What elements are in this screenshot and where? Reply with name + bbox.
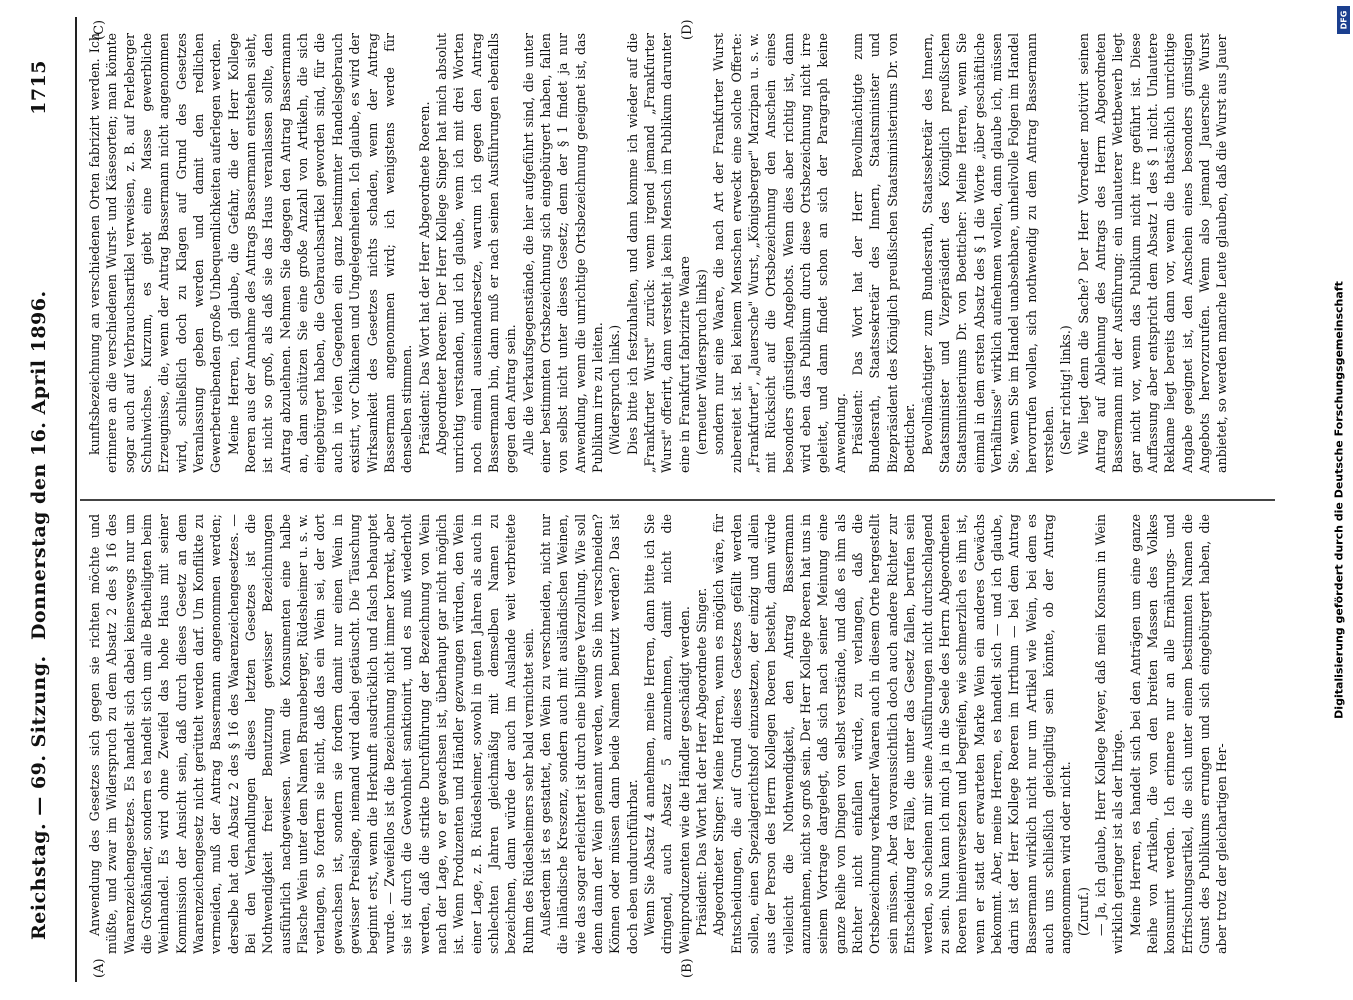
right-paragraph: Präsident: Das Wort hat der Herr Abgeordnete Roeren.: [416, 101, 432, 455]
right-paragraph: Wie liegt denn die Sache? Der Herr Vorredner motivirt seinen Antrag auf Ablehnung des Antrags des Herrn Abgeordneten Bassermann mit der Ausführung: ein unlauterer Wettbewerb liegt gar nicht vor, wenn das Publikum nicht irre geführt ist. Diese Auffassung aber entspricht dem Absatz 1 des § 1 nicht. Unlautere Reklame liegt bereits dann vor, wenn die thatsächlich unrichtige Angabe geeignet ist, den Anschein eines besonders günstigen Angebots hervorzurufen. Wenn also jemand Jauersche Wurst anbietet, so werden manche Leute glauben, daß die Wurst aus Jauer: [1075, 33, 1230, 473]
margin-mark-a: (A): [92, 958, 107, 978]
left-paragraph: Anwendung des Gesetzes sich gegen sie richten möchte und müßte, und zwar im Widerspruch zu dem Absatz 2 des § 16 des Waarenzeichengesetzes. Es handelt sich dabei keineswegs nur um die Großhändler, sondern es handelt sich um alle Betheiligten beim Weinhandel. Es wird ohne Zweifel das hohe Haus mit seiner Kommission der Ansicht sein, daß durch dieses Gesetz an dem Waarenzeichengesetz nicht gerüttelt werden darf. Um Konflikte zu vermeiden, muß der Antrag Bassermann angenommen werden; derselbe hat den Absatz 2 des § 16 des Waarenzeichengesetzes. — Bei den Verhandlungen dieses letzten Gesetzes ist die Nothwendigkeit freier Benutzung gewisser Bezeichnungen ausführlich nachgewiesen. Wenn die Konsumenten eine halbe Flasche Wein unter dem Namen Brauneberger, Rüdesheimer u. s. w. verlangen, so fordern sie nicht, daß das ein Wein sei, der dort gewachsen ist, sondern sie fordern damit nur einen Wein in gewisser Preislage, niemand wird dabei getäuscht. Die Täuschung beginnt erst, wenn die Herkunft ausdrücklich und falsch behauptet wurde. — Zweifellos ist die Bezeichnung nicht immer korrekt, aber sie ist durch die Gewohnheit sanktionirt, und es muß wiederholt werden, daß die strikte Durchführung der Bezeichnung von Wein nach der Lage, wo er gewachsen ist, überhaupt gar nicht möglich ist. Wenn Produzenten und Händler gezwungen würden, den Wein einer Lage, z. B. Rüdesheimer, sowohl in guten Jahren als auch in schlechten Jahren gleichmäßig mit demselben Namen zu bezeichnen, dann würde der auch im Auslande weit verbreitete Ruhm des Rüdesheimers sehr bald vernichtet sein.: [87, 514, 536, 954]
left-text-column: [86, 514, 1276, 954]
column-divider: [80, 500, 1275, 502]
running-head-date: Donnerstag den 16. April 1896.: [28, 290, 50, 640]
margin-mark-d: (D): [680, 19, 695, 40]
left-paragraph: Außerdem ist es gestattet, den Wein zu verschneiden, nicht nur die inländische Kreszenz, sondern auch mit ausländischen Weinen, wie das sogar erleichtert ist durch eine billigere Verzollung. Wie soll denn dann der Wein genannt werden, wenn Sie ihn verschneiden? Können oder müssen dann beide Namen benutzt werden? Das ist doch eben undurchführbar.: [537, 514, 640, 954]
right-paragraph: (Sehr richtig! links.): [1058, 325, 1074, 455]
right-paragraph: (erneuter Widerspruch links): [694, 269, 710, 455]
header-rule: [75, 17, 77, 982]
page-number: 1715: [28, 60, 50, 115]
right-text-column: [86, 33, 1276, 473]
right-paragraph: Meine Herren, ich glaube, die Gefahr, die der Herr Kollege Roeren aus der Annahme des Antrags Bassermann entstehen sieht, ist nicht so groß, als daß sie das Haus veranlassen sollte, den Antrag abzulehnen. Nehmen Sie dagegen den Antrag Bassermann an, dann schützen Sie eine große Anzahl von Artikeln, die sich eingebürgert haben, die Gebrauchsartikel geworden sind, für die auch in vielen Gegenden ein ganz bestimmter Handelsgebrauch existirt, vor Chikanen und Ungelegenheiten. Ich glaube, es wird der Wirksamkeit des Gesetzes nichts schaden, wenn der Antrag Bassermann angenommen wird; ich wenigstens werde für denselben stimmen.: [225, 33, 415, 473]
left-paragraph: Wenn Sie Absatz 4 annehmen, meine Herren, dann bitte ich Sie dringend, auch Absatz 5 anzunehmen, damit nicht die Weinproduzenten wie die Händler geschädigt werden.: [642, 514, 692, 954]
right-paragraph: kunftsbezeichnung an verschiedenen Orten fabrizirt werden. Ich erinnere an die verschiedenen Wurst- und Käsesorten; man könnte sogar auch auf Verbrauchsartikel verweisen, z. B. auf Perleberger Schuhwichse. Kurzum, es giebt eine Masse gewerbliche Erzeugnisse, die, wenn der Antrag Bassermann nicht angenommen wird, schließlich doch zu Klagen auf Grund des Gesetzes Veranlassung geben werden und damit den redlichen Gewerbetreibenden große Unbequemlichkeiten auferlegen werden.: [87, 33, 224, 473]
digitization-note: [1327, 2, 1351, 998]
left-paragraph: — Ja, ich glaube, Herr Kollege Meyer, daß mein Konsum in Wein wirklich geringer ist als der Ihrige.: [1092, 514, 1126, 954]
digitization-note-text: Digitalisierung gefördert durch die Deutsche Forschungsgemeinschaft: [1332, 281, 1346, 719]
right-paragraph: Abgeordneter Roeren: Der Herr Kollege Singer hat mich absolut unrichtig verstanden, und ich glaube, wenn ich mit drei Worten noch einmal auseinandersetze, warum ich gegen den Antrag Bassermann bin, dann muß er nach seinen Ausführungen ebenfalls gegen den Antrag sein.: [433, 33, 519, 473]
right-paragraph: Bevollmächtigter zum Bundesrath, Staatssekretär des Innern, Staatsminister und Vizepräsident des Königlich preußischen Staatsministeriums Dr. von Boetticher: Meine Herren, wenn Sie einmal in dem ersten Absatz des § 1 die Worte „über geschäftliche Verhältnisse" wirklich aufnehmen wollen, dann glaube ich, müssen Sie, wenn Sie im Handel unabsehbare, unheilvolle Folgen im Handel hervorrufen wollen, sich nothwendig zu dem Antrag Bassermann verstehen.: [919, 33, 1056, 473]
left-paragraph: Abgeordneter Singer: Meine Herren, wenn es möglich wäre, für Entscheidungen, die auf Grund dieses Gesetzes gefällt werden sollen, einen Spezialgerichtshof einzusetzen, der einzig und allein aus der Person des Herrn Kollegen Roeren besteht, dann würde vielleicht die Nothwendigkeit, den Antrag Bassermann anzunehmen, nicht so groß sein. Der Herr Kollege Roeren hat uns in seinem Vortrage dargelegt, daß sich nach seiner Meinung eine ganze Reihe von Dingen von selbst verstände, und daß es ihm als Richter nicht einfallen würde, zu verlangen, daß die Ortsbezeichnung verkaufter Waaren auch in diesem Orte hergestellt sein müssen. Aber da voraussichtlich doch auch andere Richter zur Entscheidung der Fälle, die unter das Gesetz fallen, berufen sein werden, so scheinen mir seine Ausführungen nicht durchschlagend zu sein. Nun kann ich mich ja in die Seele des Herrn Abgeordneten Roeren hineinversetzen und begreifen, wie schmerzlich es ihm ist, wenn er statt der erwarteten Marke Wein ein anderes Gewächs bekommt. Aber, meine Herren, es handelt sich — und ich glaube, darin ist der Herr Kollege Roeren im Irrthum — bei dem Antrag Bassermann wirklich nicht nur um Artikel wie Wein, bei dem es auch uns schließlich gleichgiltig sein könnte, ob der Antrag angenommen wird oder nicht.: [711, 514, 1074, 954]
right-paragraph: (Widerspruch links.): [607, 324, 623, 455]
running-head-left: Reichstag. — 69. Sitzung.: [28, 655, 50, 940]
running-head: [28, 60, 68, 940]
left-paragraph: Meine Herren, es handelt sich bei den Anträgen um eine ganze Reihe von Artikeln, die von den breiten Massen des Volkes konsumirt werden. Ich erinnere nur an alle Ernährungs- und Erfrischungsartikel, die sich unter einem bestimmten Namen die Gunst des Publikums errungen und sich eingebürgert haben, die aber trotz der gleichartigen Her-: [1127, 514, 1230, 954]
left-paragraph: (Zuruf.): [1075, 886, 1091, 936]
right-paragraph: Alle die Verkaufsgegenstände, die hier aufgeführt sind, die unter einer bestimmten Ortsbezeichnung sich eingebürgert haben, fallen von selbst nicht unter dieses Gesetz; denn der § 1 findet ja nur Anwendung, wenn die unrichtige Ortsbezeichnung geeignet ist, das Publikum irre zu leiten.: [520, 33, 605, 473]
right-paragraph: sondern nur eine Waare, die nach Art der Frankfurter Wurst zubereitet ist. Bei keinem Menschen erweckt eine solche Offerte: „Frankfurter", „Jauersche" Wurst, „Königsberger" Marzipan u. s. w. mit Rücksicht auf die Ortsbezeichnung den Anschein eines besonders günstigen Angebots. Wenn dies aber richtig ist, dann wird eben das Publikum durch diese Ortsbezeichnung nicht irre geleitet, und dann findet schon an sich der Paragraph keine Anwendung.: [711, 33, 848, 473]
right-paragraph: Präsident: Das Wort hat der Herr Bevollmächtigte zum Bundesrath, Staatssekretär des Innern, Staatsminister und Bizepräsident des Königlich preußischen Staatsministeriums Dr. von Boetticher.: [850, 33, 918, 473]
left-paragraph: Präsident: Das Wort hat der Herr Abgeordnete Singer.: [694, 587, 710, 936]
margin-mark-c: (C): [92, 19, 107, 40]
margin-mark-b: (B): [680, 958, 695, 978]
dfg-logo: DFG: [1337, 6, 1350, 34]
right-paragraph: Dies bitte ich festzuhalten, und dann komme ich wieder auf die „Frankfurter Wurst" zurück: wenn irgend jemand „Frankfurter Wurst" offerirt, dann versteht ja kein Mensch im Publikum darunter eine in Frankfurt fabrizirte Waare: [624, 33, 692, 473]
